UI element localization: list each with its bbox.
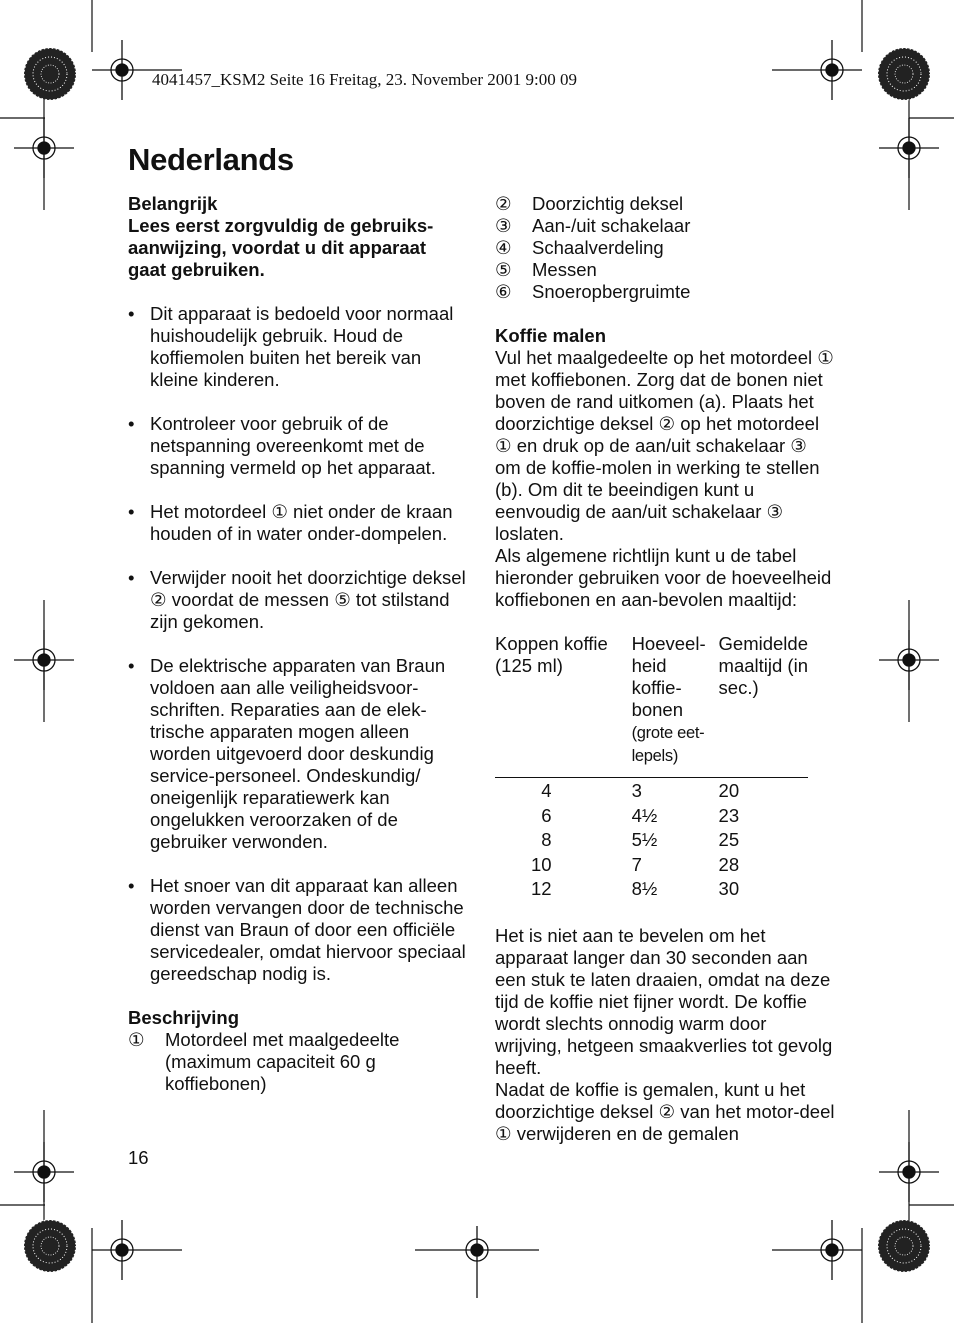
bullet-dot-icon: • xyxy=(128,501,135,522)
bullet-item: • Kontroleer voor gebruik of de netspanning overeenkomt met de spanning vermeld op het apparaat. xyxy=(128,413,436,478)
part-label: Aan-/uit schakelaar xyxy=(532,215,691,236)
bullet-dot-icon: • xyxy=(128,875,135,896)
col-beans-header: Hoeveel-heid koffie-bonen (grote eet-lepels) xyxy=(632,633,719,778)
part-number: ① xyxy=(128,1029,145,1050)
part-item xyxy=(128,1029,468,1095)
grinding-heading: Koffie malen xyxy=(495,325,607,346)
col-beans-note: (grote eet-lepels) xyxy=(631,724,705,765)
removal-instructions: Nadat de koffie is gemalen, kunt u het doorzichtige deksel ② van het motor-deel ① verwijderen en de gemalen xyxy=(495,1078,835,1144)
part-item xyxy=(495,193,835,215)
part-number: ③ xyxy=(495,215,512,236)
page-title: Nederlands xyxy=(128,142,294,177)
part-label: Snoeropbergruimte xyxy=(532,281,691,302)
bullet-dot-icon: • xyxy=(128,303,135,324)
left-column xyxy=(128,193,468,1095)
table-row: 8 5½ 25 xyxy=(541,829,740,850)
part-item xyxy=(495,259,835,281)
bullet-dot-icon: • xyxy=(128,567,135,588)
part-label: Schaalverdeling xyxy=(532,237,664,258)
table-row: 12 8½ 30 xyxy=(530,878,740,899)
page-number: 16 xyxy=(128,1147,149,1168)
part-number: ② xyxy=(495,193,512,214)
part-label: Doorzichtig deksel xyxy=(532,193,684,214)
important-text: Lees eerst zorgvuldig de gebruiks-aanwijzing, voordat u dit apparaat gaat gebruiken. xyxy=(128,215,434,280)
description-heading: Beschrijving xyxy=(128,1007,240,1028)
bullet-item: • Het motordeel ① niet onder de kraan houden of in water onder-dompelen. xyxy=(128,501,453,544)
duration-warning: Het is niet aan te bevelen om het apparaat langer dan 30 seconden aan een stuk te laten draaien, omdat na deze tijd de koffie niet fijner wordt. De koffie wordt slechts onnodig warm door wrijving, hetgeen smaakverlies tot gevolg heeft. xyxy=(495,924,833,1078)
part-item xyxy=(495,237,835,259)
bullet-item: • De elektrische apparaten van Braun voldoen aan alle veiligheidsvoor-schriften. Reparaties aan de elek-trische apparaten mogen alleen worden uitgevoerd door deskundig service-personeel. Ondeskundig/ oneigenlijk reparatiewerk kan ongelukken veroorzaken of de gebruiker verwonden. xyxy=(128,655,446,852)
bullet-item: • Het snoer van dit apparaat kan alleen worden vervangen door de technische dienst van Braun of door een officiële servicedealer, omdat hiervoor speciaal gereedschap nodig is. xyxy=(128,875,466,984)
table-row: 6 4½ 23 xyxy=(541,804,740,826)
part-number: ⑤ xyxy=(495,259,512,280)
bullet-dot-icon: • xyxy=(128,655,135,676)
part-item xyxy=(495,215,835,237)
bullet-dot-icon: • xyxy=(128,413,135,434)
table-header-row xyxy=(495,633,808,778)
col-cups-header: Koppen koffie (125 ml) xyxy=(495,633,632,778)
bullet-item: • Verwijder nooit het doorzichtige deksel ② voordat de messen ⑤ tot stilstand zijn gekomen. xyxy=(128,567,466,632)
part-number: ④ xyxy=(495,237,512,258)
important-heading: Belangrijk xyxy=(128,193,218,214)
part-number: ⑥ xyxy=(495,281,512,302)
part-item xyxy=(495,281,835,303)
part-label: Messen xyxy=(532,259,597,280)
table-row: 10 7 28 xyxy=(530,853,740,875)
grinding-instructions: Vul het maalgedeelte op het motordeel ① met koffiebonen. Zorg dat de bonen niet boven de rand uitkomen (a). Plaats het doorzichtige deksel ② op het motordeel ① en druk op de aan/uit schakelaar ③ om de koffie-molen in werking te stellen (b). Om dit te beeindigen kunt u eenvoudig de aan/uit schakelaar ③ loslaten. xyxy=(495,347,834,544)
grinding-guideline: Als algemene richtlijn kunt u de tabel hieronder gebruiken voor de hoeveelheid koffiebonen en aan-bevolen maaltijd: xyxy=(495,545,832,610)
bullet-item: • Dit apparaat is bedoeld voor normaal huishoudelijk gebruik. Houd de koffiemolen buiten het bereik van kleine kinderen. xyxy=(128,303,454,390)
table-row: 4 3 20 xyxy=(541,780,740,801)
right-column xyxy=(495,193,835,1145)
grinding-table xyxy=(495,633,808,903)
part-label: Motordeel met maalgedeelte (maximum capaciteit 60 g koffiebonen) xyxy=(165,1029,400,1094)
col-time-header: Gemidelde maaltijd (in sec.) xyxy=(719,633,808,778)
print-slug-header: 4041457_KSM2 Seite 16 Freitag, 23. November 2001 9:00 09 xyxy=(152,70,577,89)
